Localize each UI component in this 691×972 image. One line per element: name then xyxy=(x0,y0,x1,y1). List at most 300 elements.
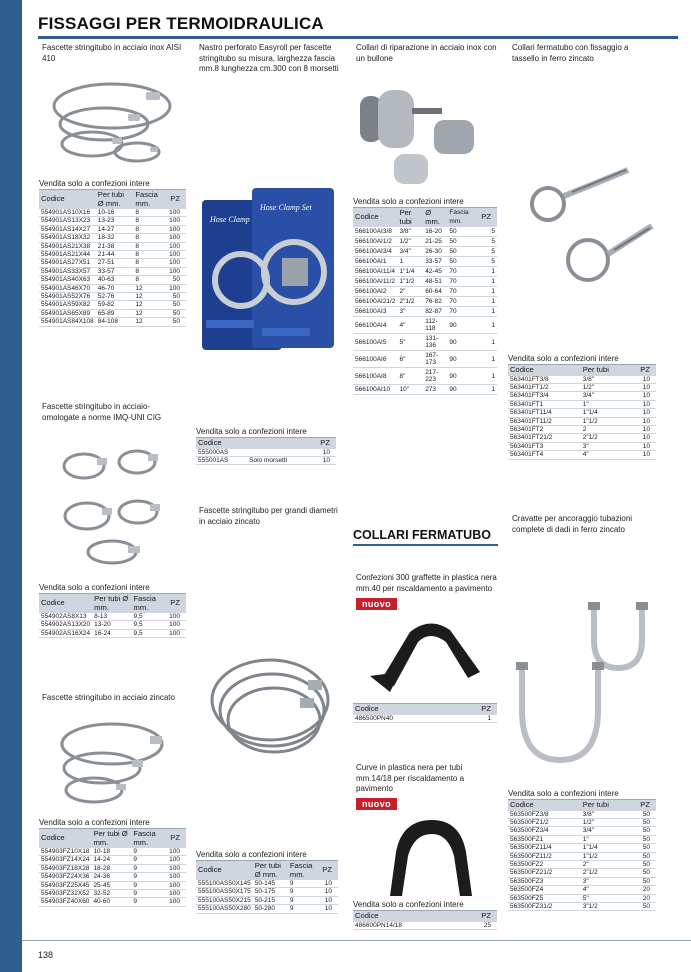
table-cell: 273 xyxy=(423,385,447,395)
product-code: 566100AI10 xyxy=(353,385,397,395)
col-pz: PZ xyxy=(628,365,656,376)
table-cell: 167-173 xyxy=(423,351,447,368)
table-collari-riparazione xyxy=(353,197,497,395)
table-row xyxy=(353,237,497,247)
table-cell: 8 xyxy=(133,242,167,250)
product-code: 563500FZ5 xyxy=(508,894,581,902)
table-cell: 27-51 xyxy=(96,259,134,267)
table-cell: 100 xyxy=(167,848,186,856)
product-code: 554903FZ40X60 xyxy=(41,898,90,906)
table-cell: 1 xyxy=(479,277,497,287)
product-code: 566100AI21/2 xyxy=(355,298,396,305)
table-cell: 10 xyxy=(628,425,656,433)
table-row xyxy=(508,902,656,910)
table-cell: 1 xyxy=(454,715,497,723)
table-cell: 50 xyxy=(167,276,186,284)
hose-clamps-imq-image xyxy=(42,430,182,570)
product-code: 554901AS84X108 xyxy=(41,318,94,326)
product-code: 566100AI6 xyxy=(353,351,397,368)
table-cell: 21-25 xyxy=(423,237,447,247)
product-code: 566100AI2 xyxy=(353,287,397,297)
table-cell: 2 xyxy=(581,425,628,433)
table-row xyxy=(353,922,497,930)
product-code: 554901AS14X27 xyxy=(39,225,96,233)
table-row xyxy=(39,276,186,284)
table-cell: 1/2" xyxy=(397,237,423,247)
product-code: 566100AI3/4 xyxy=(353,247,397,257)
table-cell: 50 xyxy=(628,869,656,877)
table-row xyxy=(353,317,497,334)
table-cell: 9 xyxy=(131,864,167,872)
table-cell: 50 xyxy=(628,877,656,885)
table-cell: 3/4" xyxy=(581,392,628,400)
product-code: 563500FZ11/2 xyxy=(508,852,581,860)
table-cell: 100 xyxy=(167,225,186,233)
table-cell: 10 xyxy=(310,456,336,464)
table-cell: 9 xyxy=(131,856,167,864)
table-row xyxy=(508,827,656,835)
table-row xyxy=(508,409,656,417)
table-cell: 100 xyxy=(167,284,186,292)
col-codice: Codice xyxy=(39,190,96,210)
table-row xyxy=(39,251,186,259)
table-cell: 52-76 xyxy=(96,293,134,301)
table-row xyxy=(39,848,186,856)
col-pz: PZ xyxy=(628,800,656,811)
product-code: 566100AI8 xyxy=(353,368,397,385)
table-row xyxy=(353,307,497,317)
repair-collars-image xyxy=(354,70,496,194)
col-fascia: Fascia mm. xyxy=(447,208,479,228)
table-cell: 9 xyxy=(131,848,167,856)
new-badge: nuovo xyxy=(356,598,397,610)
table-cell xyxy=(247,449,309,457)
product-code: 563500FZ3 xyxy=(508,877,581,885)
table-row xyxy=(39,259,186,267)
table-cell: 100 xyxy=(167,234,186,242)
product-code: 563401FT3/4 xyxy=(508,392,581,400)
table-cell: 112-118 xyxy=(423,317,447,334)
table-cell: 10 xyxy=(320,905,338,913)
table-cell: 13-20 xyxy=(92,621,131,629)
product-code: 563401FT3 xyxy=(508,442,581,450)
table-row xyxy=(508,451,656,459)
table-cell: 8" xyxy=(397,368,423,385)
table-cell: 10 xyxy=(320,888,338,896)
table-row xyxy=(508,400,656,408)
table-cell: 90 xyxy=(447,368,479,385)
col-fascia: Fascia mm. xyxy=(132,594,168,614)
table-cell: 10 xyxy=(320,896,338,904)
product-code: 555000AS xyxy=(196,449,247,457)
table-cell: 3/8" xyxy=(581,376,628,384)
table-row xyxy=(508,877,656,885)
product-code: 554901AS40X63 xyxy=(39,276,96,284)
table-row xyxy=(353,297,497,307)
desc-graffette: Confezioni 300 graffette in plastica nera mm.40 per riscaldamento a pavimento xyxy=(356,573,497,593)
table-cravatte xyxy=(508,789,656,911)
table-cell: 14-24 xyxy=(91,856,131,864)
table-row xyxy=(39,284,186,292)
col-fascia: Fascia mm. xyxy=(288,861,320,881)
table-row xyxy=(196,905,338,913)
table-cell: 12 xyxy=(133,318,167,326)
product-code: 563401FT1 xyxy=(508,400,581,408)
col-pz: PZ xyxy=(320,861,338,881)
caption: Vendita solo a confezioni intere xyxy=(353,900,464,909)
desc-easyroll: Nastro perforato Easyroll per fascette stringitubo su misura, larghezza fascia mm.8 lunghezza cm.300 con 8 morsetti xyxy=(199,43,339,73)
table-cell: 10 xyxy=(628,376,656,384)
table-cell: 9 xyxy=(131,881,167,889)
table-cell: 1/2" xyxy=(581,818,628,826)
table-cell: 50 xyxy=(167,293,186,301)
table-cell: 8 xyxy=(133,251,167,259)
table-cell: 1 xyxy=(479,368,497,385)
table-cell: 9 xyxy=(288,888,320,896)
table-row xyxy=(353,277,497,287)
product-code: 486500PN40 xyxy=(353,715,454,723)
table-cell: 70 xyxy=(447,287,479,297)
table-cell: 46-70 xyxy=(96,284,134,292)
table-cell: 33-57 xyxy=(96,267,134,275)
table-cell: 10-16 xyxy=(96,209,134,217)
table-row xyxy=(353,247,497,257)
table-cell: 70 xyxy=(447,277,479,287)
table-cell: 9 xyxy=(131,873,167,881)
table-row xyxy=(353,287,497,297)
col-codice: Codice xyxy=(353,911,460,922)
table-row xyxy=(508,852,656,860)
page-title: FISSAGGI PER TERMOIDRAULICA xyxy=(38,14,324,33)
product-code: 563500FZ21/2 xyxy=(508,869,581,877)
table-cell: 9 xyxy=(131,898,167,906)
table-cell: 90 xyxy=(447,351,479,368)
table-cell: 10 xyxy=(628,409,656,417)
product-code: 554902AS8X13 xyxy=(39,613,92,621)
table-cell: 50-280 xyxy=(253,905,288,913)
product-code: 554901AS65X89 xyxy=(39,309,96,317)
desc-collari-fissaggio: Collari fermatubo con fissaggio a tassello in ferro zincato xyxy=(512,43,629,63)
table-cell: 1" xyxy=(581,400,628,408)
table-cell: 50 xyxy=(628,835,656,843)
plastic-clip-image xyxy=(360,612,496,702)
desc-cravatte: Cravatte per ancoraggio tubazioni complete di dadi in ferro zincato xyxy=(512,514,633,534)
table-cell: 8 xyxy=(133,267,167,275)
table-cell: 100 xyxy=(167,242,186,250)
product-code: 555100AS50X215 xyxy=(198,896,251,904)
easyroll-package-image xyxy=(196,180,340,390)
table-cell: 1 xyxy=(479,297,497,307)
table-cell: 1"1/4 xyxy=(581,844,628,852)
table-cell: 10 xyxy=(628,442,656,450)
table-row xyxy=(508,894,656,902)
table-cell: 26-30 xyxy=(423,247,447,257)
table-cell: 50 xyxy=(167,301,186,309)
product-code: 554901AS21X38 xyxy=(39,242,96,250)
table-cell: 10 xyxy=(628,383,656,391)
table-row xyxy=(39,629,186,637)
product-code: 555100AS50X280 xyxy=(198,905,251,913)
table-row xyxy=(39,301,186,309)
table-cell: 1 xyxy=(479,317,497,334)
table-row xyxy=(39,225,186,233)
product-code: 563500FZ11/4 xyxy=(508,844,581,852)
table-cell: 9,5 xyxy=(132,621,168,629)
table-row xyxy=(196,888,338,896)
table-row xyxy=(39,898,186,906)
table-cell: 100 xyxy=(167,613,186,621)
table-cell: 16-24 xyxy=(92,629,131,637)
table-row xyxy=(39,209,186,217)
table-cell: 10" xyxy=(397,385,423,395)
product-code: 554901AS52X76 xyxy=(39,293,96,301)
col-codice: Codice xyxy=(508,365,581,376)
table-cell: 10 xyxy=(628,434,656,442)
table-cell: 4" xyxy=(581,886,628,894)
table-cell: 70 xyxy=(447,267,479,277)
product-code: 566100AI11/4 xyxy=(353,267,397,277)
col-codice: Codice xyxy=(508,800,581,811)
table-cell: 50 xyxy=(447,227,479,237)
table-cell: 1 xyxy=(479,287,497,297)
product-code: 554903FZ14X24 xyxy=(41,856,90,864)
table-cell: 50 xyxy=(628,818,656,826)
table-cell: 33-57 xyxy=(423,257,447,267)
table-cell: 50 xyxy=(628,844,656,852)
table-cell: 6" xyxy=(397,351,423,368)
section-collari-fermatubo xyxy=(353,528,498,546)
table-cell: 8 xyxy=(133,209,167,217)
col-pz: PZ xyxy=(479,208,497,228)
table-cell: 4" xyxy=(581,451,628,459)
table-cell: 1"1/4 xyxy=(397,267,423,277)
table-cell: 100 xyxy=(167,898,186,906)
table-cell: 5 xyxy=(479,227,497,237)
table-row xyxy=(353,715,497,723)
col-pz: PZ xyxy=(167,829,186,849)
col-codice: Codice xyxy=(353,208,397,228)
table-cell: 8 xyxy=(133,259,167,267)
table-cell: 8 xyxy=(133,276,167,284)
product-code: 554903FZ18X28 xyxy=(41,864,90,872)
table-cell: 9 xyxy=(131,890,167,898)
table-cell: 12 xyxy=(133,293,167,301)
product-code: 486600PN14/18 xyxy=(353,922,460,930)
table-cell: 18-32 xyxy=(96,234,134,242)
hose-clamps-zincato-image xyxy=(42,710,182,816)
desc-inox-aisi: Fascette stringitubo in acciaio inox AISI 410 xyxy=(42,43,182,63)
table-cell: 1" xyxy=(581,835,628,843)
table-cell: 1"1/4 xyxy=(581,409,628,417)
col-blank xyxy=(247,438,309,449)
table-cell: 9 xyxy=(288,880,320,888)
table-cell: 59-82 xyxy=(96,301,134,309)
table-cell: 50 xyxy=(447,247,479,257)
table-cell: 10 xyxy=(320,880,338,888)
table-cell: 10 xyxy=(628,451,656,459)
col-per-tubi: Per tubi xyxy=(581,800,628,811)
title-rule xyxy=(38,36,678,39)
table-cell: 3/4" xyxy=(581,827,628,835)
product-code: 554901AS10X16 xyxy=(39,209,96,217)
table-cell: 3" xyxy=(397,307,423,317)
product-code: 554901AS13X23 xyxy=(39,217,96,225)
table-row xyxy=(508,860,656,868)
col-pz: PZ xyxy=(454,704,497,715)
table-row xyxy=(39,856,186,864)
table-row xyxy=(508,844,656,852)
table-cell: 3/4" xyxy=(397,247,423,257)
table-cell: 21-44 xyxy=(96,251,134,259)
table-row xyxy=(353,257,497,267)
left-accent-bar xyxy=(0,0,22,972)
table-cell: 50-215 xyxy=(253,896,288,904)
product-code: 566100AI3 xyxy=(353,307,397,317)
product-code: 554901AS21X44 xyxy=(39,251,96,259)
table-cell: 10 xyxy=(628,400,656,408)
table-cell: 9,5 xyxy=(132,629,168,637)
table-row xyxy=(508,811,656,819)
table-row xyxy=(508,392,656,400)
product-code: 554903FZ32X52 xyxy=(41,890,90,898)
table-cell: 3" xyxy=(581,442,628,450)
table-row xyxy=(353,351,497,368)
table-cell: 1"1/2 xyxy=(581,417,628,425)
table-cell: 90 xyxy=(447,317,479,334)
caption: Vendita solo a confezioni intere xyxy=(508,354,619,363)
pipe-collars-dowel-image xyxy=(508,150,658,350)
table-cell: 100 xyxy=(167,890,186,898)
col-codice: Codice xyxy=(196,861,253,881)
table-cell: 10 xyxy=(628,392,656,400)
table-cell: 60-64 xyxy=(423,287,447,297)
table-easyroll xyxy=(196,427,336,465)
table-cell: 5" xyxy=(581,894,628,902)
product-code: 566100AI5 xyxy=(353,334,397,351)
table-row xyxy=(39,864,186,872)
product-code: 563500FZ4 xyxy=(508,886,581,894)
col-codice: Codice xyxy=(39,829,91,849)
table-cell: 100 xyxy=(167,251,186,259)
table-cell: 1 xyxy=(479,385,497,395)
table-cell: 84-108 xyxy=(96,318,134,326)
table-cell: 1"1/2 xyxy=(581,852,628,860)
hose-clamps-inox-image xyxy=(42,70,182,178)
col-codice: Codice xyxy=(39,594,92,614)
table-row xyxy=(39,318,186,326)
table-row xyxy=(196,880,338,888)
table-inox-aisi xyxy=(39,179,186,327)
table-cell: 70 xyxy=(447,307,479,317)
table-cell: 10 xyxy=(628,417,656,425)
table-row xyxy=(39,217,186,225)
table-row xyxy=(39,873,186,881)
product-code: 566100AI1 xyxy=(353,257,397,267)
table-cell: 3/8" xyxy=(397,227,423,237)
product-code: 554903FZ24X36 xyxy=(41,873,90,881)
table-imq xyxy=(39,583,186,638)
table-cell: 100 xyxy=(167,259,186,267)
table-cell: 2"1/2 xyxy=(397,297,423,307)
table-cell: 24-36 xyxy=(91,873,131,881)
table-cell: 2"1/2 xyxy=(581,869,628,877)
table-cell: 50 xyxy=(628,902,656,910)
table-cell: 9,5 xyxy=(132,613,168,621)
table-row xyxy=(508,869,656,877)
col-diam: Ø mm. xyxy=(423,208,447,228)
col-codice: Codice xyxy=(196,438,247,449)
page-number: 138 xyxy=(38,950,54,960)
table-row xyxy=(353,334,497,351)
table-cell: 9 xyxy=(288,905,320,913)
product-code: 554901AS46X70 xyxy=(39,284,96,292)
plastic-bend-image xyxy=(372,812,482,902)
table-cell: 100 xyxy=(167,864,186,872)
table-cell: 90 xyxy=(447,334,479,351)
table-cell: 50 xyxy=(628,811,656,819)
table-cell: 40-63 xyxy=(96,276,134,284)
table-cell: 42-45 xyxy=(423,267,447,277)
table-row xyxy=(508,442,656,450)
product-code: 563500FZ31/2 xyxy=(508,902,581,910)
product-code: 554901AS27X51 xyxy=(39,259,96,267)
product-code: 563401FT1/2 xyxy=(508,383,581,391)
table-cell: 12 xyxy=(133,284,167,292)
table-row xyxy=(353,267,497,277)
col-pz: PZ xyxy=(167,594,186,614)
product-code: 563401FT21/2 xyxy=(508,434,581,442)
col-fascia: Fascia mm. xyxy=(133,190,167,210)
table-row xyxy=(39,613,186,621)
table-row xyxy=(508,383,656,391)
desc-grandi-diametri: Fascette stringitubo per grandi diametri in acciaio zincato xyxy=(199,506,338,526)
product-code: 563500FZ1 xyxy=(508,835,581,843)
table-cell: 100 xyxy=(167,217,186,225)
col-fascia: Fascia mm. xyxy=(131,829,167,849)
table-row xyxy=(39,309,186,317)
product-code: 566100AI3/8 xyxy=(353,227,397,237)
table-cell: 1 xyxy=(397,257,423,267)
table-cell: 25 xyxy=(460,922,497,930)
bottom-rule xyxy=(22,940,691,941)
table-cell: 90 xyxy=(447,385,479,395)
table-zincato xyxy=(39,818,186,907)
table-row xyxy=(39,267,186,275)
table-cell: 12 xyxy=(133,301,167,309)
easyroll-pack-label-1: Hose Clamp xyxy=(210,215,250,224)
col-per-tubi: Per tubi xyxy=(397,208,423,228)
col-codice: Codice xyxy=(353,704,454,715)
large-hose-clamps-image xyxy=(200,620,340,840)
table-cell: 131-136 xyxy=(423,334,447,351)
table-cell: 100 xyxy=(167,881,186,889)
table-cell: 100 xyxy=(167,621,186,629)
table-row xyxy=(39,234,186,242)
table-row xyxy=(508,818,656,826)
table-cell: 50 xyxy=(628,827,656,835)
table-cell: 3" xyxy=(581,877,628,885)
table-row xyxy=(39,621,186,629)
table-cell: 2"1/2 xyxy=(581,434,628,442)
table-row xyxy=(39,242,186,250)
table-cell: 50-145 xyxy=(253,880,288,888)
table-grandi-diametri xyxy=(196,850,338,914)
table-cell: 100 xyxy=(167,856,186,864)
table-cell: 5" xyxy=(397,334,423,351)
product-code: 563401FT4 xyxy=(508,451,581,459)
product-code: 555100AS50X145 xyxy=(198,880,251,887)
table-cell: 50 xyxy=(167,309,186,317)
